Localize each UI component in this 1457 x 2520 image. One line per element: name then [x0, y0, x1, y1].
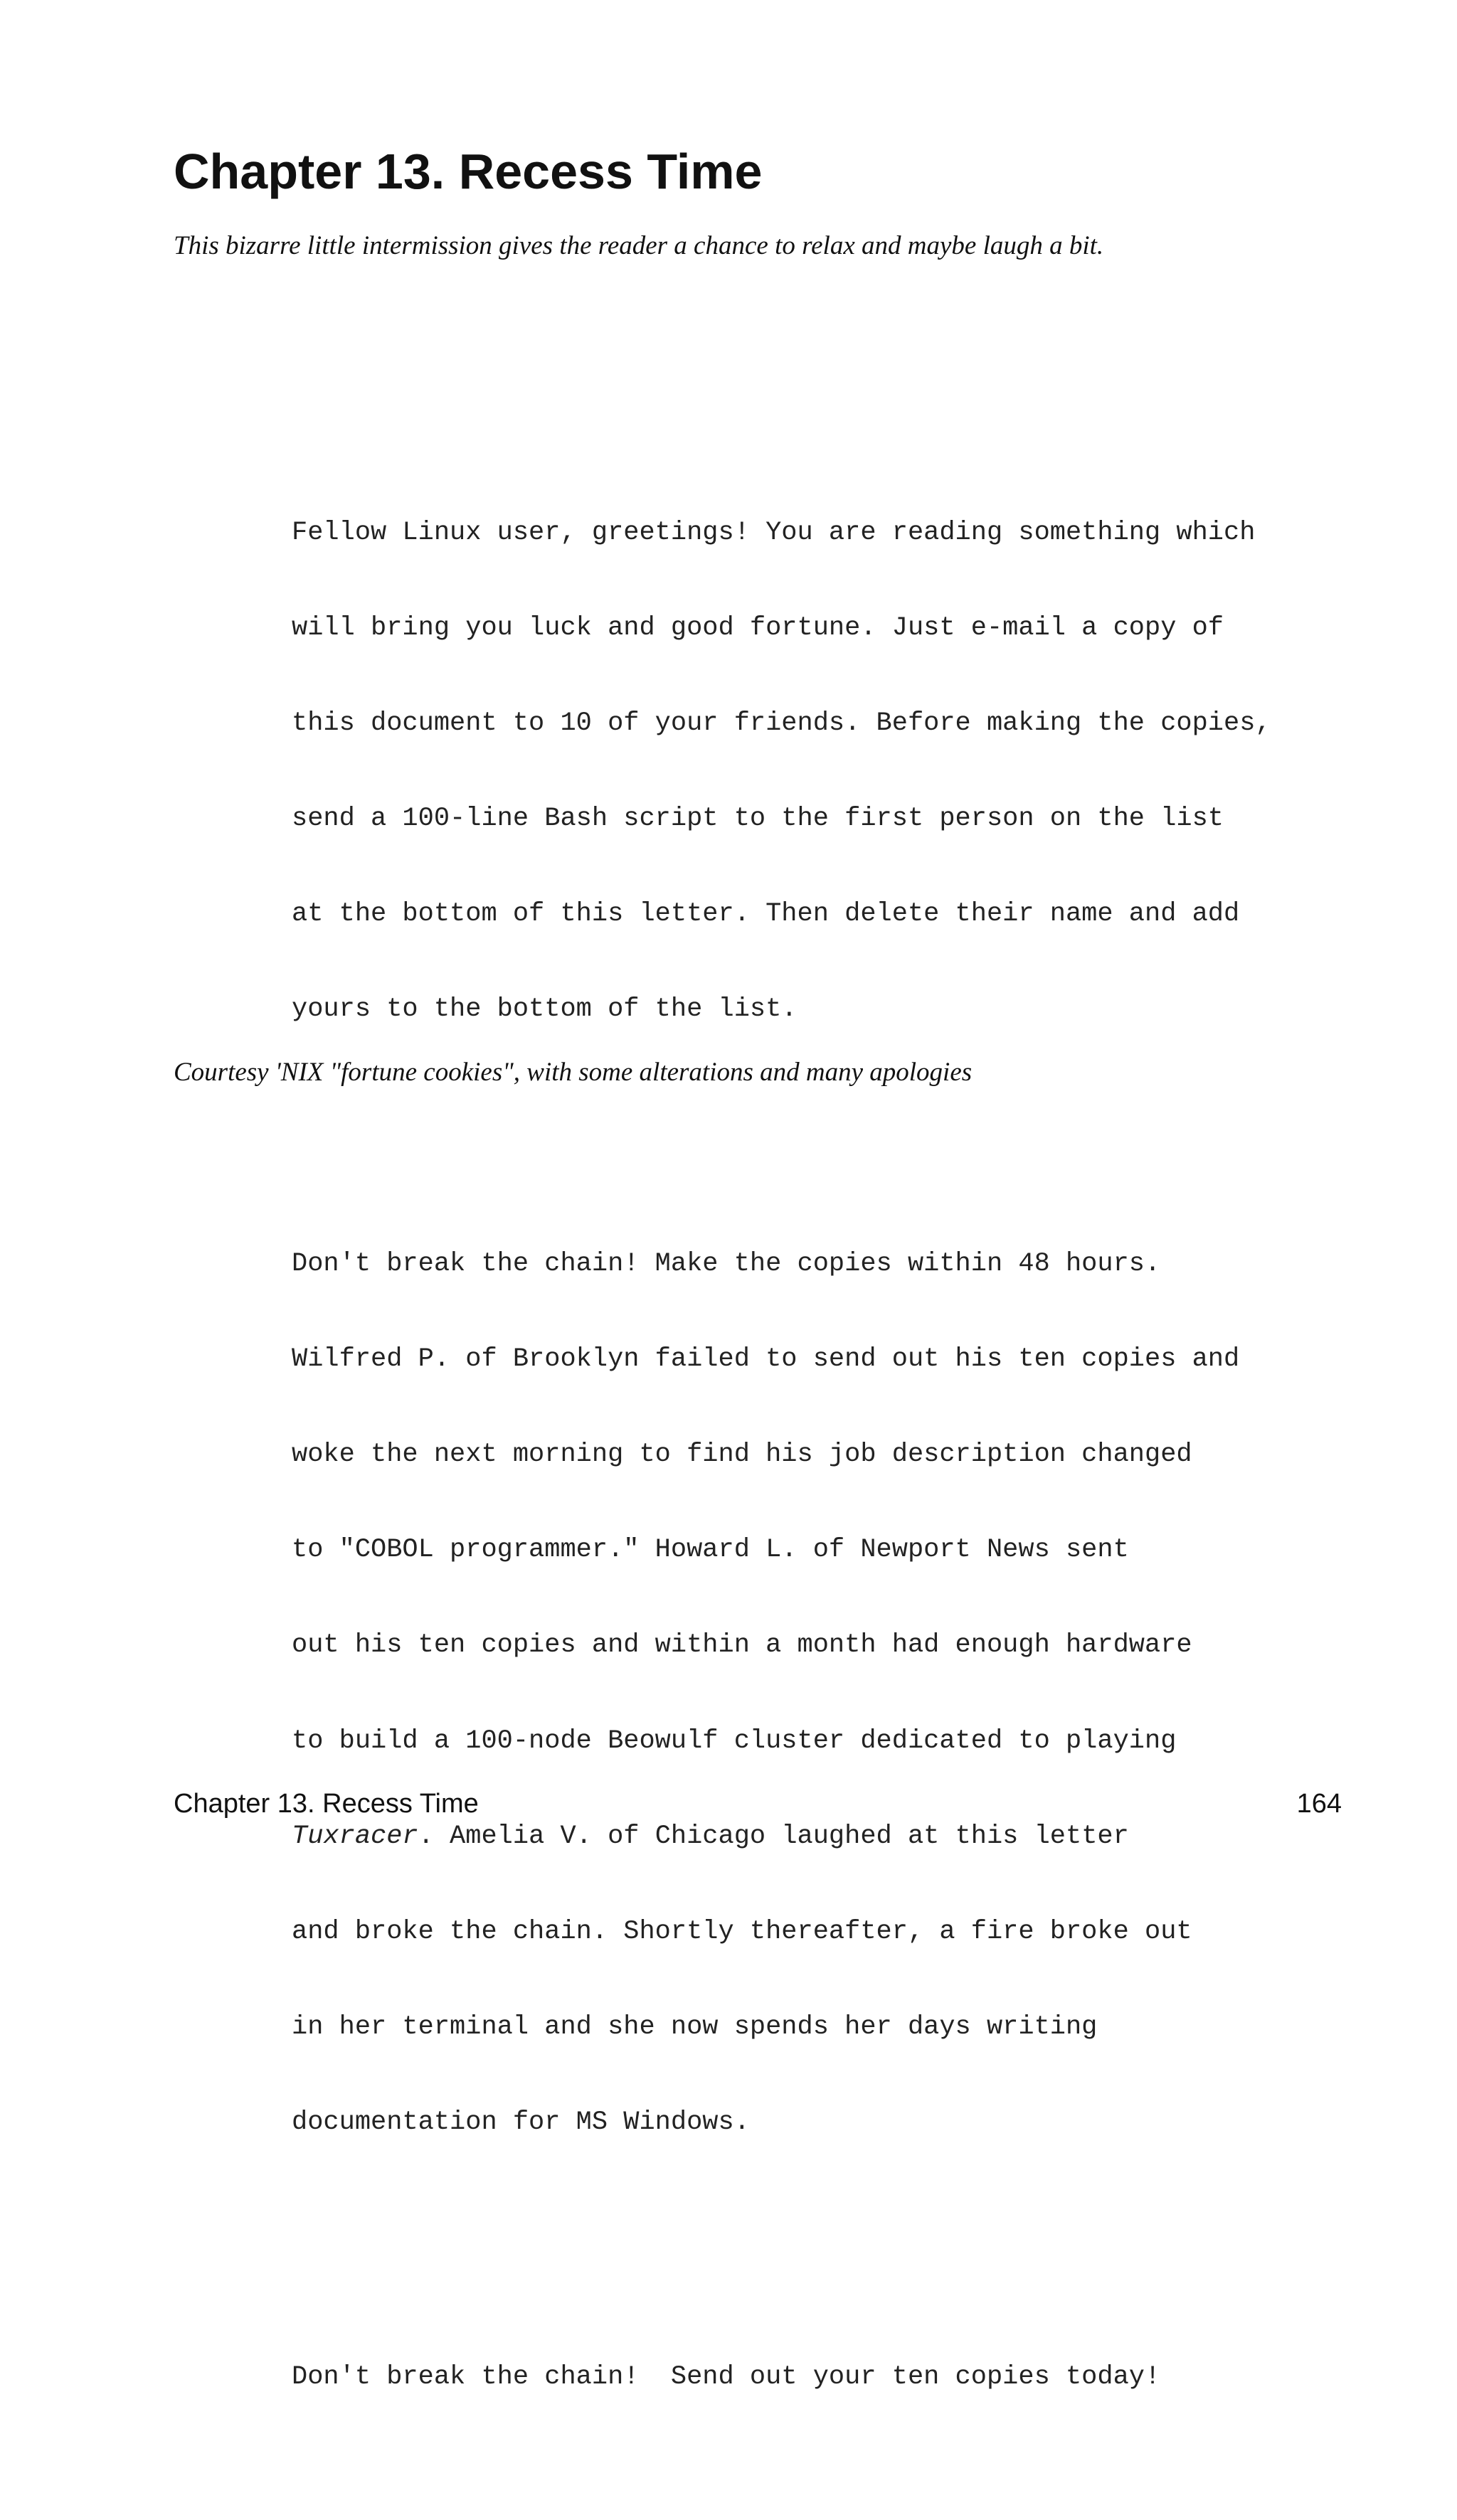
letter-line: yours to the bottom of the list.: [292, 994, 798, 1025]
footer-page-number: 164: [1296, 1789, 1342, 1819]
letter-line: will bring you luck and good fortune. Just e-mail a copy of: [292, 612, 1224, 643]
letter-line: documentation for MS Windows.: [292, 2107, 750, 2137]
letter-line: and broke the chain. Shortly thereafter, a fire broke out: [292, 1916, 1192, 1947]
letter-line: in her terminal and she now spends her days writing: [292, 2011, 1098, 2042]
chapter-title: Chapter 13. Recess Time: [174, 144, 763, 199]
letter-line: to "COBOL programmer." Howard L. of Newport News sent: [292, 1535, 1129, 1565]
letter-line: woke the next morning to find his job description changed: [292, 1440, 1192, 1470]
game-title-italic: Tuxracer: [292, 1821, 418, 1851]
letter-line: to build a 100-node Beowulf cluster dedicated to playing: [292, 1726, 1177, 1756]
letter-line: [292, 1821, 1271, 1853]
letter-line: out his ten copies and within a month had enough hardware: [292, 1630, 1192, 1661]
letter-line: send a 100-line Bash script to the first person on the list: [292, 804, 1224, 834]
chain-letter-block: [292, 390, 1271, 2520]
letter-line: Fellow Linux user, greetings! You are reading something which: [292, 517, 1256, 548]
letter-line-tail: . Amelia V. of Chicago laughed at this letter: [418, 1821, 1129, 1851]
footer-running-title: Chapter 13. Recess Time: [174, 1789, 479, 1819]
attribution-note: Courtesy 'NIX "fortune cookies", with some alterations and many apologies: [174, 1058, 973, 1087]
letter-paragraph-3: [292, 2297, 1271, 2457]
chapter-epigraph: This bizarre little intermission gives the reader a chance to relax and maybe laugh a bit.: [174, 231, 1104, 260]
letter-line: Don't break the chain! Send out your ten copies today!: [292, 2361, 1161, 2392]
letter-line: Don't break the chain! Make the copies within 48 hours.: [292, 1248, 1161, 1279]
letter-line: at the bottom of this letter. Then delete their name and add: [292, 899, 1240, 930]
letter-paragraph-2: [292, 1185, 1271, 2203]
letter-paragraph-1: [292, 453, 1271, 1089]
letter-line: Wilfred P. of Brooklyn failed to send out his ten copies and: [292, 1344, 1240, 1375]
letter-line: this document to 10 of your friends. Before making the copies,: [292, 708, 1271, 739]
